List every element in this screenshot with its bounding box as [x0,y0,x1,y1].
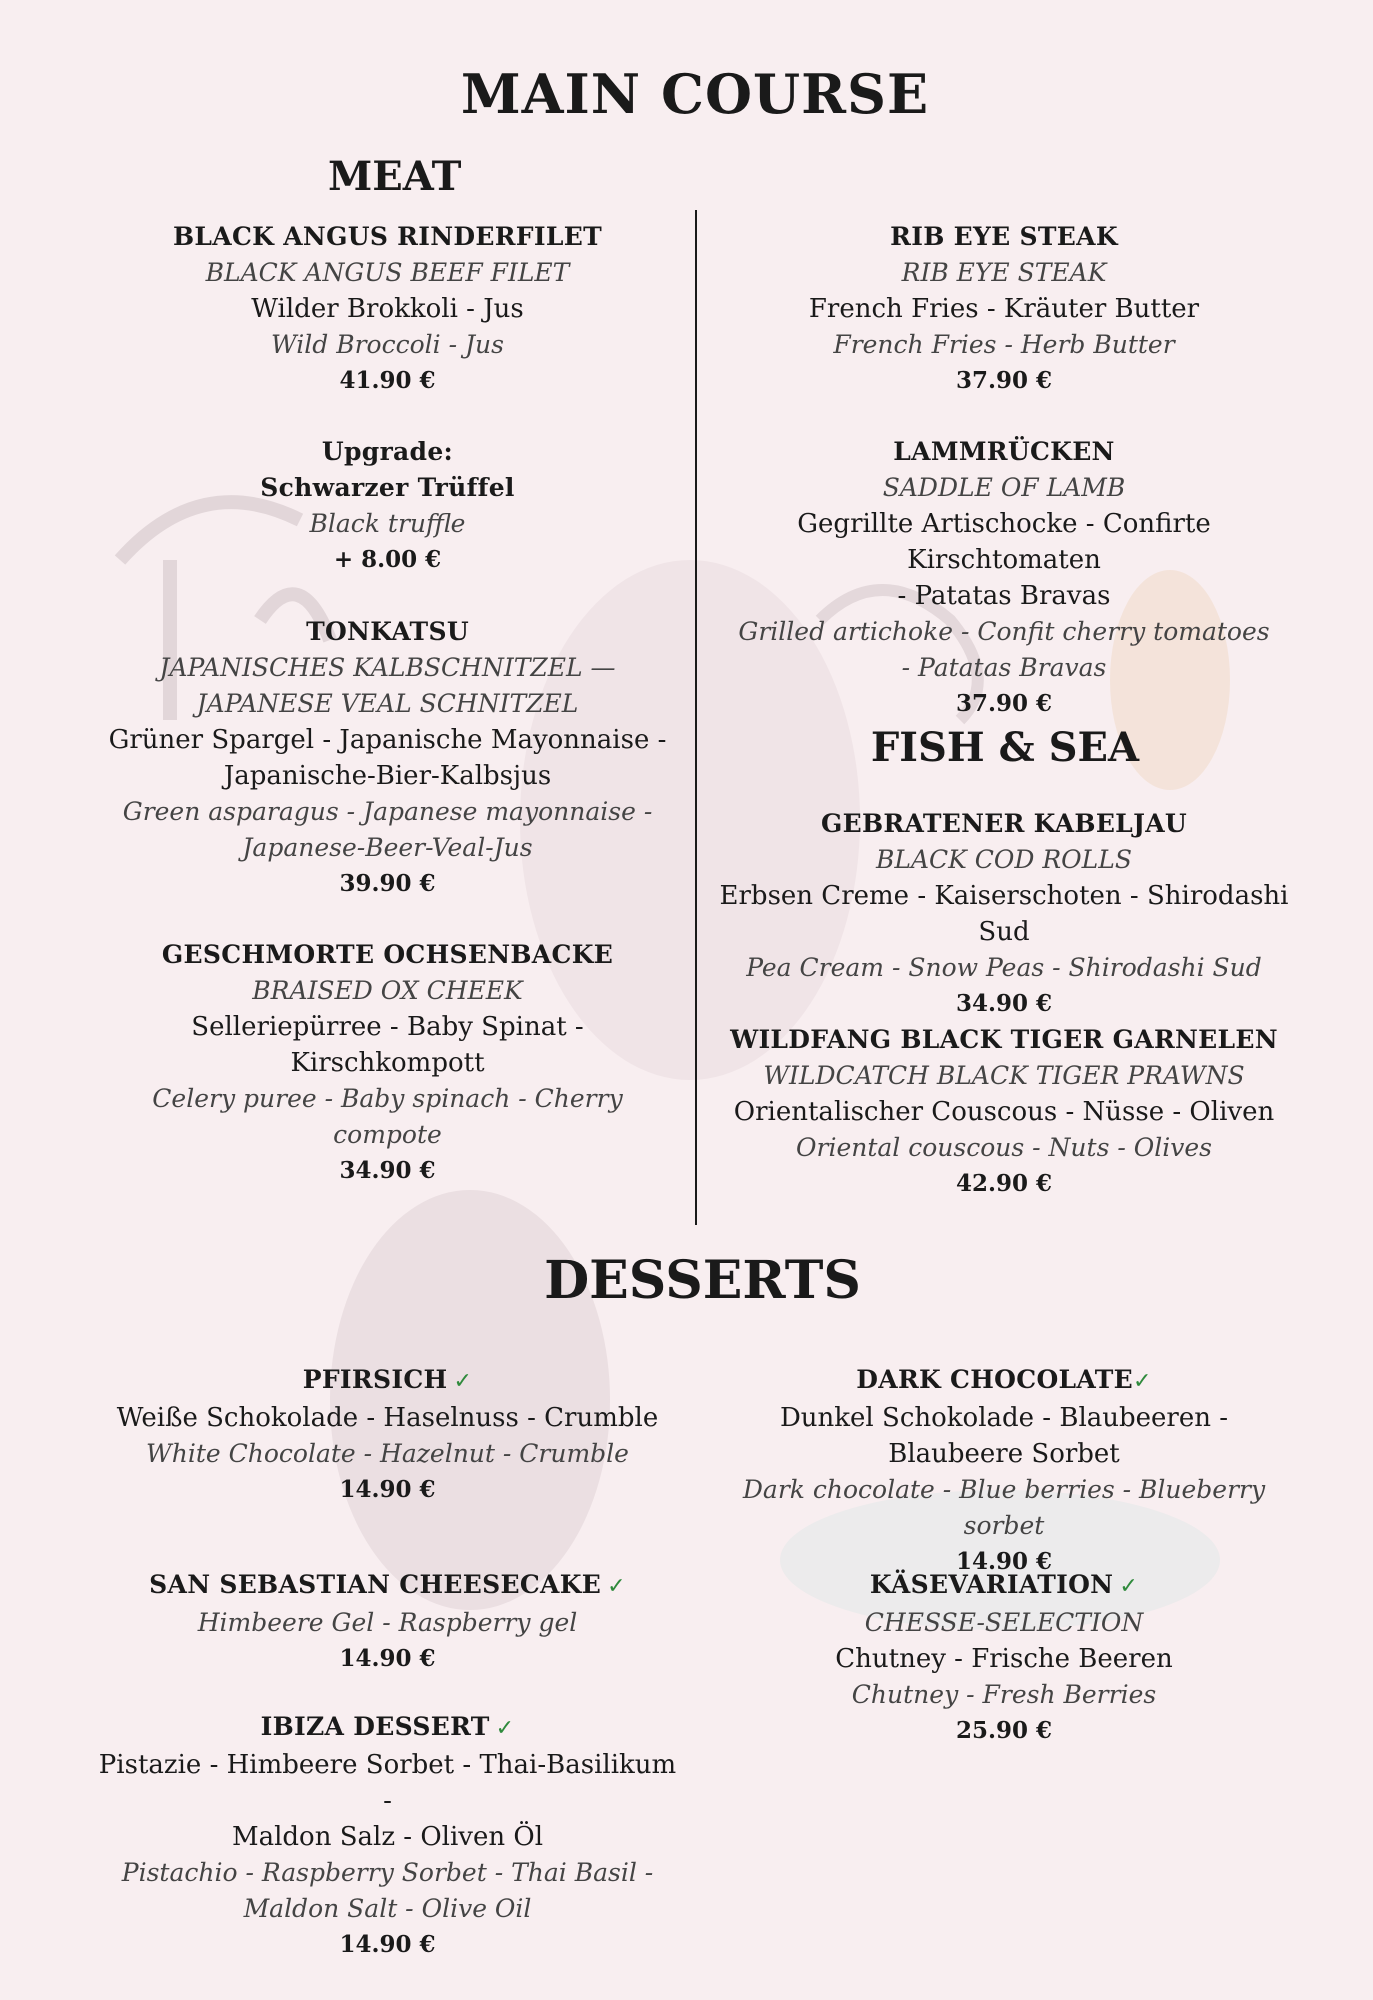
menu-item [700,219,1308,399]
item-english-name: RIB EYE STEAK [901,258,1107,287]
leaf-icon: ✓ [453,1369,473,1394]
menu-item [700,806,1308,1022]
item-description-en: Dark chocolate - Blue berries - Blueberry sorbet [742,1475,1266,1540]
item-english-name: JAPANESE VEAL SCHNITZEL [196,689,579,718]
menu-item [95,937,680,1189]
item-name: GESCHMORTE OCHSENBACKE [161,940,614,969]
item-description: Dunkel Schokolade - Blaubeeren - [779,1403,1229,1433]
item-name: IBIZA DESSERT [260,1712,490,1741]
item-price: 34.90 € [955,990,1053,1017]
item-description-en: Maldon Salt - Olive Oil [243,1894,532,1923]
item-description: - Patatas Bravas [897,581,1111,611]
item-description: French Fries - Kräuter Butter [808,294,1200,324]
item-english-name: WILDCATCH BLACK TIGER PRAWNS [763,1061,1245,1090]
item-description: Weiße Schokolade - Haselnuss - Crumble [116,1403,659,1433]
item-description: Pistazie - Himbeere Sorbet - Thai-Basilikum - [98,1750,677,1816]
leaf-icon: ✓ [1133,1369,1152,1394]
item-description: Japanische-Bier-Kalbsjus [223,761,552,791]
item-description-en: Pistachio - Raspberry Sorbet - Thai Basil - [121,1858,654,1887]
dessert-item [700,1362,1308,1580]
desserts-heading: DESSERTS [544,1250,861,1311]
item-price: 41.90 € [339,367,436,394]
item-price: 42.90 € [955,1170,1053,1197]
item-name: PFIRSICH [302,1365,448,1394]
item-name: RIB EYE STEAK [890,222,1118,251]
dessert-item [700,1567,1308,1749]
item-description-en: Green asparagus - Japanese mayonnaise - [122,797,653,826]
item-price: 14.90 € [339,1931,436,1958]
menu-item [95,219,680,399]
item-description-en: Black truffle [309,509,466,538]
item-description-en: Chutney - Fresh Berries [851,1680,1157,1709]
item-description: Maldon Salz - Oliven Öl [231,1822,544,1852]
item-price: 25.90 € [955,1717,1053,1744]
leaf-icon: ✓ [1119,1574,1139,1599]
item-price: 14.90 € [339,1645,436,1672]
item-name: WILDFANG BLACK TIGER GARNELEN [730,1025,1278,1054]
item-description-en: Grilled artichoke - Confit cherry tomatoes [738,617,1270,646]
item-name: GEBRATENER KABELJAU [821,809,1187,838]
item-english-name: BLACK COD ROLLS [875,845,1133,874]
item-name: DARK CHOCOLATE [856,1365,1133,1394]
item-english-name: BRAISED OX CHEEK [252,976,523,1005]
leaf-icon: ✓ [495,1716,515,1741]
item-name: BLACK ANGUS RINDERFILET [172,222,602,251]
menu-item [700,434,1308,722]
item-price: 34.90 € [339,1157,436,1184]
item-name: Upgrade: [321,437,454,466]
item-english-name: SADDLE OF LAMB [882,473,1126,502]
item-price: 37.90 € [955,367,1053,394]
item-price: 39.90 € [339,870,436,897]
item-description: Grüner Spargel - Japanische Mayonnaise - [108,725,667,755]
dessert-item [95,1709,680,1963]
meat-heading: MEAT [328,153,462,200]
item-description-en: Wild Broccoli - Jus [271,330,504,359]
dessert-item [95,1567,680,1677]
item-description-en: - Patatas Bravas [901,653,1107,682]
item-description: Blaubeere Sorbet [888,1439,1120,1469]
leaf-icon: ✓ [607,1574,626,1599]
item-price: 14.90 € [339,1476,436,1503]
column-divider [695,210,697,1225]
main-course-title: MAIN COURSE [460,62,930,126]
item-price: 37.90 € [955,690,1053,717]
item-english-name: BLACK ANGUS BEEF FILET [205,258,570,287]
fish-heading: FISH & SEA [870,724,1140,771]
item-description: Chutney - Frische Beeren [835,1644,1173,1674]
item-description-en: White Chocolate - Hazelnut - Crumble [146,1439,629,1468]
item-description-en: Himbeere Gel - Raspberry gel [197,1608,578,1637]
item-description: Orientalischer Couscous - Nüsse - Oliven [733,1097,1275,1127]
item-description-en: Pea Cream - Snow Peas - Shirodashi Sud [746,953,1262,982]
item-description-en: Japanese-Beer-Veal-Jus [242,833,533,862]
item-description: Erbsen Creme - Kaiserschoten - Shirodashi Sud [719,881,1289,947]
item-price: + 8.00 € [333,546,442,573]
item-description: Selleriepürree - Baby Spinat - Kirschkompott [191,1012,584,1078]
menu-item [700,1022,1308,1202]
item-description-en: Oriental couscous - Nuts - Olives [796,1133,1212,1162]
item-english-name: JAPANISCHES KALBSCHNITZEL — [159,653,616,682]
item-name: SAN SEBASTIAN CHEESECAKE [149,1570,602,1599]
item-price: 14.90 € [955,1548,1053,1575]
item-description-en: Celery puree - Baby spinach - Cherry compote [152,1084,623,1149]
item-name: Schwarzer Trüffel [260,473,515,502]
item-description: Wilder Brokkoli - Jus [251,294,524,324]
item-description-en: French Fries - Herb Butter [833,330,1175,359]
item-name: LAMMRÜCKEN [893,437,1115,466]
item-name: TONKATSU [306,617,469,646]
item-description: Gegrillte Artischocke - Confirte Kirschtomaten [797,509,1211,575]
menu-item-upgrade [95,434,680,578]
item-english-name: CHESSE-SELECTION [864,1608,1144,1637]
dessert-item [95,1362,680,1508]
item-name: KÄSEVARIATION [869,1570,1114,1599]
